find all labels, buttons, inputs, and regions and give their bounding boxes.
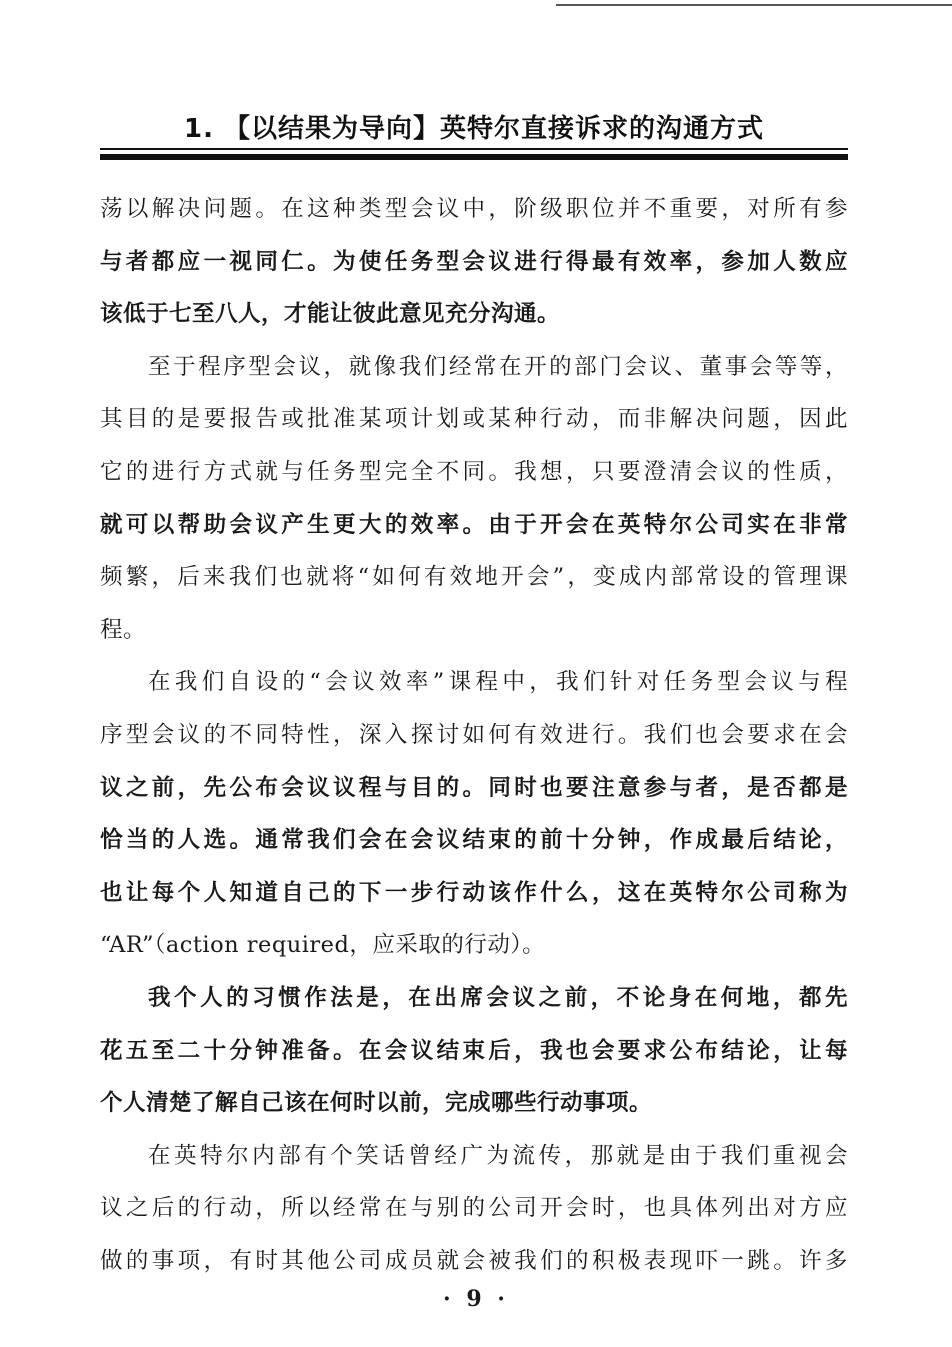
- text-line: 议之前，先公布会议议程与目的。同时也要注意参与者，是否都是: [100, 774, 848, 801]
- page-number: · 9 ·: [443, 1286, 509, 1312]
- text-line: 与者都应一视同仁。为使任务型会议进行得最有效率，参加人数应: [100, 248, 848, 275]
- header-thick-rule: [100, 154, 848, 160]
- text-line: 它的进行方式就与任务型完全不同。我想，只要澄清会议的性质，: [100, 458, 848, 485]
- text-line: 频繁，后来我们也就将“如何有效地开会”，变成内部常设的管理课: [100, 564, 848, 591]
- text-line: 其目的是要报告或批准某项计划或某种行动，而非解决问题，因此: [100, 406, 848, 433]
- chapter-title: 1. 【以结果为导向】英特尔直接诉求的沟通方式: [183, 114, 765, 144]
- text-line: 也让每个人知道自己的下一步行动该作什么，这在英特尔公司称为: [100, 879, 848, 906]
- text-line: 议之后的行动，所以经常在与别的公司开会时，也具体列出对方应: [100, 1195, 848, 1222]
- text-line: 恰当的人选。通常我们会在会议结束的前十分钟，作成最后结论，: [100, 827, 848, 854]
- text-line: “AR”（action required，应采取的行动）。: [100, 932, 546, 959]
- header-thin-rule: [100, 148, 848, 150]
- text-line: 程。: [100, 616, 147, 643]
- text-line: 就可以帮助会议产生更大的效率。由于开会在英特尔公司实在非常: [100, 511, 848, 538]
- text-line: 花五至二十分钟准备。在会议结束后，我也会要求公布结论，让每: [100, 1037, 848, 1064]
- running-header: [100, 112, 848, 164]
- text-line: 该低于七至八人，才能让彼此意见充分沟通。: [100, 301, 561, 328]
- text-line: 做的事项，有时其他公司成员就会被我们的积极表现吓一跳。许多: [100, 1247, 848, 1274]
- text-line: 至于程序型会议，就像我们经常在开的部门会议、董事会等等，: [148, 353, 848, 380]
- text-line: 个人清楚了解自己该在何时以前，完成哪些行动事项。: [100, 1090, 653, 1117]
- text-line: 在英特尔内部有个笑话曾经广为流传，那就是由于我们重视会: [148, 1142, 848, 1169]
- text-line: 序型会议的不同特性，深入探讨如何有效进行。我们也会要求在会: [100, 721, 848, 748]
- text-line: 在我们自设的“会议效率”课程中，我们针对任务型会议与程: [148, 669, 848, 696]
- top-edge-rule: [556, 4, 952, 6]
- body-text: [100, 183, 848, 1287]
- text-line: 我个人的习惯作法是，在出席会议之前，不论身在何地，都先: [148, 984, 848, 1011]
- text-line: 荡以解决问题。在这种类型会议中，阶级职位并不重要，对所有参: [100, 196, 848, 222]
